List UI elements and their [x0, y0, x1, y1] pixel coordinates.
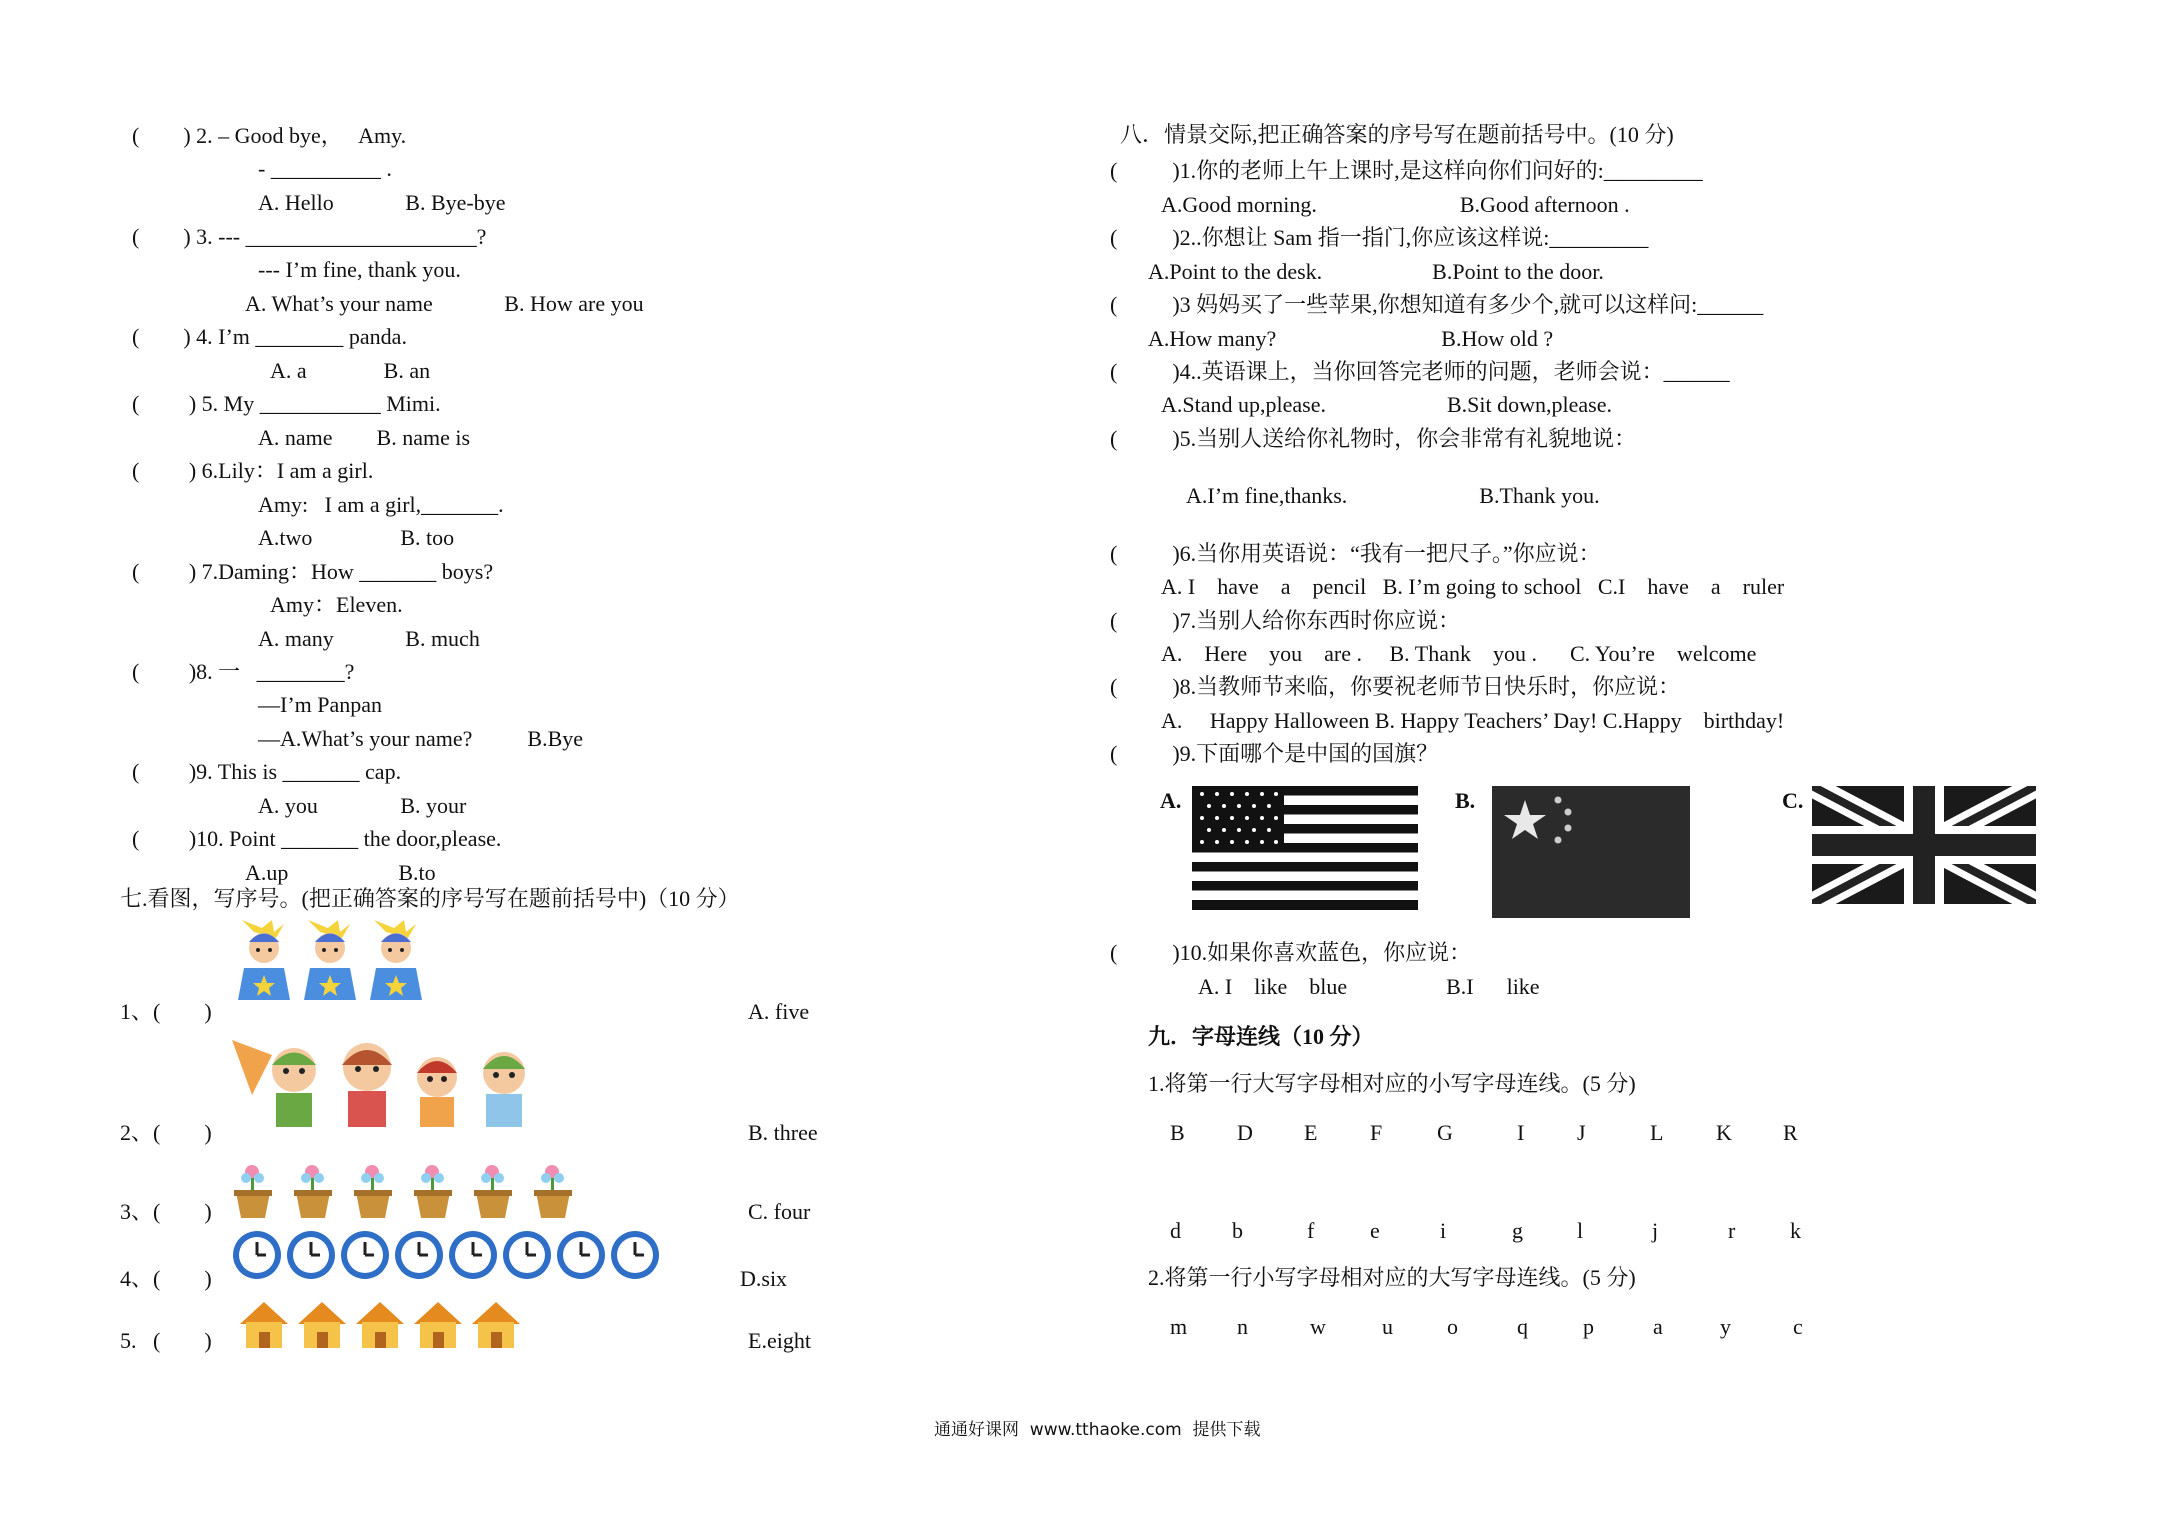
eight-clocks-picture	[232, 1228, 664, 1282]
question-line: - __________ .	[258, 156, 392, 181]
uppercase-letter: E	[1304, 1120, 1318, 1145]
question-line: ( ) 6.Lily：I am a girl.	[132, 458, 374, 483]
dialogue-question-line: ( )9.下面哪个是中国的国旗？	[1110, 741, 1439, 766]
question-line: A. name B. name is	[258, 425, 471, 450]
question-line: ( )8. 一 ________?	[132, 659, 355, 684]
lowercase-letter: u	[1382, 1314, 1393, 1339]
question-line: A.up B.to	[245, 860, 436, 885]
usa-flag-icon	[1192, 786, 1418, 910]
uppercase-letter: K	[1716, 1120, 1732, 1145]
lowercase-letter: m	[1170, 1314, 1188, 1339]
dialogue-question-line: ( )4..英语课上，当你回答完老师的问题，老师会说：______	[1110, 359, 1730, 384]
uppercase-letter: F	[1370, 1120, 1383, 1145]
question-line: A. you B. your	[258, 793, 467, 818]
section-seven-title: 七.看图，写序号。(把正确答案的序号写在题前括号中)（10 分）	[120, 886, 740, 911]
uppercase-letter: J	[1577, 1120, 1586, 1145]
flag-label-b: B.	[1455, 788, 1476, 813]
dialogue-question-line: A. Here you are . B. Thank you . C. You’re welcome	[1161, 641, 1757, 666]
lowercase-letter: n	[1237, 1314, 1248, 1339]
dialogue-question-line: A.Stand up,please. B.Sit down,please.	[1161, 392, 1612, 417]
dialogue-question-line: A.How many? B.How old ?	[1148, 326, 1554, 351]
question-line: Amy: I am a girl,_______.	[258, 492, 504, 517]
lowercase-letter: b	[1232, 1218, 1243, 1243]
uppercase-letter: G	[1437, 1120, 1453, 1145]
question-line: —I’m Panpan	[258, 692, 383, 717]
match-option: B. three	[748, 1120, 818, 1145]
question-line: A.two B. too	[258, 525, 455, 550]
flag-label-c: C.	[1782, 788, 1804, 813]
three-children-picture	[232, 920, 432, 1005]
match-answer-blank: 2、( )	[120, 1120, 212, 1145]
question-line: A. What’s your name B. How are you	[245, 291, 644, 316]
question-line: A. a B. an	[270, 358, 431, 383]
six-flower-pots-picture	[232, 1160, 582, 1222]
dialogue-question-line: ( )7.当别人给你东西时你应说：	[1110, 608, 1461, 633]
lowercase-letter: a	[1653, 1314, 1663, 1339]
question-line: --- I’m fine, thank you.	[258, 257, 461, 282]
lowercase-letter: e	[1370, 1218, 1380, 1243]
question-line: ( ) 2. – Good bye， Amy.	[132, 123, 407, 148]
lowercase-letter: k	[1790, 1218, 1801, 1243]
question-line: ( )9. This is _______ cap.	[132, 759, 402, 784]
section-nine-part-1: 1.将第一行大写字母相对应的小写字母连线。(5 分)	[1148, 1071, 1636, 1096]
match-option: C. four	[748, 1199, 811, 1224]
lowercase-letter: o	[1447, 1314, 1458, 1339]
question-line: ( ) 3. --- _____________________?	[132, 224, 487, 249]
section-nine-title: 九．字母连线（10 分）	[1148, 1024, 1374, 1049]
match-answer-blank: 4、( )	[120, 1266, 212, 1291]
question-line: A. Hello B. Bye-bye	[258, 190, 506, 215]
flag-label-a: A.	[1160, 788, 1182, 813]
match-option: E.eight	[748, 1328, 811, 1353]
uppercase-letter: L	[1650, 1120, 1664, 1145]
section-nine-part-2: 2.将第一行小写字母相对应的大写字母连线。(5 分)	[1148, 1265, 1636, 1290]
lowercase-letter: y	[1720, 1314, 1731, 1339]
lowercase-letter: j	[1652, 1218, 1659, 1243]
dialogue-question-line: ( )10.如果你喜欢蓝色，你应说：	[1110, 940, 1472, 965]
lowercase-letter: r	[1728, 1218, 1736, 1243]
uppercase-letter: B	[1170, 1120, 1185, 1145]
dialogue-question-line: A. I like blue B.I like	[1198, 974, 1540, 999]
section-eight-title: 八．情景交际,把正确答案的序号写在题前括号中。(10 分)	[1120, 122, 1674, 147]
match-option: A. five	[748, 999, 810, 1024]
dialogue-question-line: ( )3 妈妈买了一些苹果,你想知道有多少个,就可以这样问:______	[1110, 292, 1764, 317]
dialogue-question-line: A.Good morning. B.Good afternoon .	[1161, 192, 1630, 217]
uk-flag-icon	[1812, 786, 2036, 904]
lowercase-letter: f	[1307, 1218, 1315, 1243]
lowercase-letter: w	[1310, 1314, 1326, 1339]
lowercase-letter: l	[1577, 1218, 1584, 1243]
dialogue-question-line: ( )6.当你用英语说：“我有一把尺子。”你应说：	[1110, 541, 1601, 566]
lowercase-letter: d	[1170, 1218, 1181, 1243]
question-line: —A.What’s your name? B.Bye	[258, 726, 584, 751]
uppercase-letter: R	[1783, 1120, 1798, 1145]
lowercase-letter: i	[1440, 1218, 1447, 1243]
question-line: ( ) 7.Daming：How _______ boys?	[132, 559, 494, 584]
dialogue-question-line: ( )1.你的老师上午上课时,是这样向你们问好的:_________	[1110, 158, 1703, 183]
question-line: A. many B. much	[258, 626, 480, 651]
question-line: ( ) 4. I’m ________ panda.	[132, 324, 407, 349]
dialogue-question-line: A. I have a pencil B. I’m going to school C.I have a ruler	[1161, 574, 1785, 599]
china-flag-icon	[1492, 786, 1690, 918]
match-answer-blank: 5. ( )	[120, 1328, 212, 1353]
question-line: Amy：Eleven.	[270, 592, 403, 617]
lowercase-letter: q	[1517, 1314, 1528, 1339]
four-children-picture	[232, 1035, 542, 1135]
dialogue-question-line: A. Happy Halloween B. Happy Teachers’ Day! C.Happy birthday!	[1161, 708, 1785, 733]
dialogue-question-line: ( )8.当教师节来临，你要祝老师节日快乐时，你应说：	[1110, 674, 1681, 699]
lowercase-letter: c	[1793, 1314, 1803, 1339]
question-line: ( ) 5. My ___________ Mimi.	[132, 391, 441, 416]
uppercase-letter: I	[1517, 1120, 1525, 1145]
dialogue-question-line: ( )5.当别人送给你礼物时，你会非常有礼貌地说：	[1110, 426, 1637, 451]
five-houses-picture	[238, 1300, 528, 1352]
dialogue-question-line: ( )2..你想让 Sam 指一指门,你应该这样说:_________	[1110, 225, 1649, 250]
page-footer: 通通好课网 www.tthaoke.com 提供下载	[934, 1420, 1261, 1440]
lowercase-letter: g	[1512, 1218, 1523, 1243]
match-option: D.six	[740, 1266, 788, 1291]
question-line: ( )10. Point _______ the door,please.	[132, 826, 502, 851]
dialogue-question-line: A.I’m fine,thanks. B.Thank you.	[1186, 483, 1600, 508]
dialogue-question-line: A.Point to the desk. B.Point to the door.	[1148, 259, 1604, 284]
match-answer-blank: 3、( )	[120, 1199, 212, 1224]
match-answer-blank: 1、( )	[120, 999, 212, 1024]
lowercase-letter: p	[1583, 1314, 1594, 1339]
uppercase-letter: D	[1237, 1120, 1253, 1145]
